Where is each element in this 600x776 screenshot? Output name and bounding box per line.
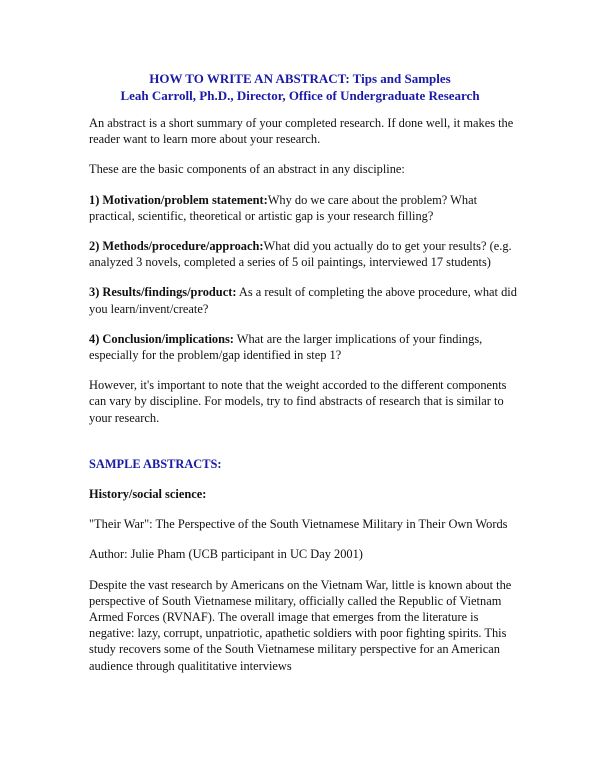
sample-author: Author: Julie Pham (UCB participant in UC Day 2001) [89,547,363,562]
component-text: As a result of completing the above procedure, what did you learn/invent/create? [89,285,517,316]
samples-heading: SAMPLE ABSTRACTS: [89,456,222,471]
document-title: HOW TO WRITE AN ABSTRACT: Tips and Samples [149,71,451,86]
component-item [89,192,519,224]
component-text: Why do we care about the problem? What practical, scientific, theoretical or artistic gap is your research filling? [89,192,478,223]
intro-paragraph: An abstract is a short summary of your completed research. If done well, it makes the reader want to learn more about your research. [89,116,514,147]
sample-abstract: Despite the vast research by Americans on the Vietnam War, little is known about the perspective of South Vietnamese military, officially called the Republic of Vietnam Armed Forces (RVNAF). The overall image that emerges from the literature is negative: lazy, corrupt, unpatriotic, apathetic soldiers with poor fighting spirits. This study recovers some of the South Vietnamese military perspective for an American audience through qualititative interviews [89,577,512,673]
component-label: 4) Conclusion/implications: [89,331,234,346]
component-item [89,284,519,316]
component-label: 3) Results/findings/product: [89,285,237,300]
document-header [0,70,600,104]
components-intro: These are the basic components of an abstract in any discipline: [89,162,405,177]
document-author-line: Leah Carroll, Ph.D., Director, Office of Undergraduate Research [120,88,480,103]
document-body [89,115,519,688]
component-item [89,238,519,270]
component-item [89,331,519,363]
component-text: What did you actually do to get your results? (e.g. analyzed 3 novels, completed a series of 5 oil paintings, interviewed 17 students) [89,239,512,270]
sample-title: "Their War": The Perspective of the South Vietnamese Military in Their Own Words [89,517,508,532]
component-label: 2) Methods/procedure/approach: [89,239,264,254]
component-label: 1) Motivation/problem statement: [89,192,268,207]
note-paragraph: However, it's important to note that the weight accorded to the different components can vary by discipline. For models, try to find abstracts of research that is similar to your research. [89,378,507,425]
component-text: What are the larger implications of your findings, especially for the problem/gap identified in step 1? [89,331,483,363]
sample-category: History/social science: [89,487,207,502]
